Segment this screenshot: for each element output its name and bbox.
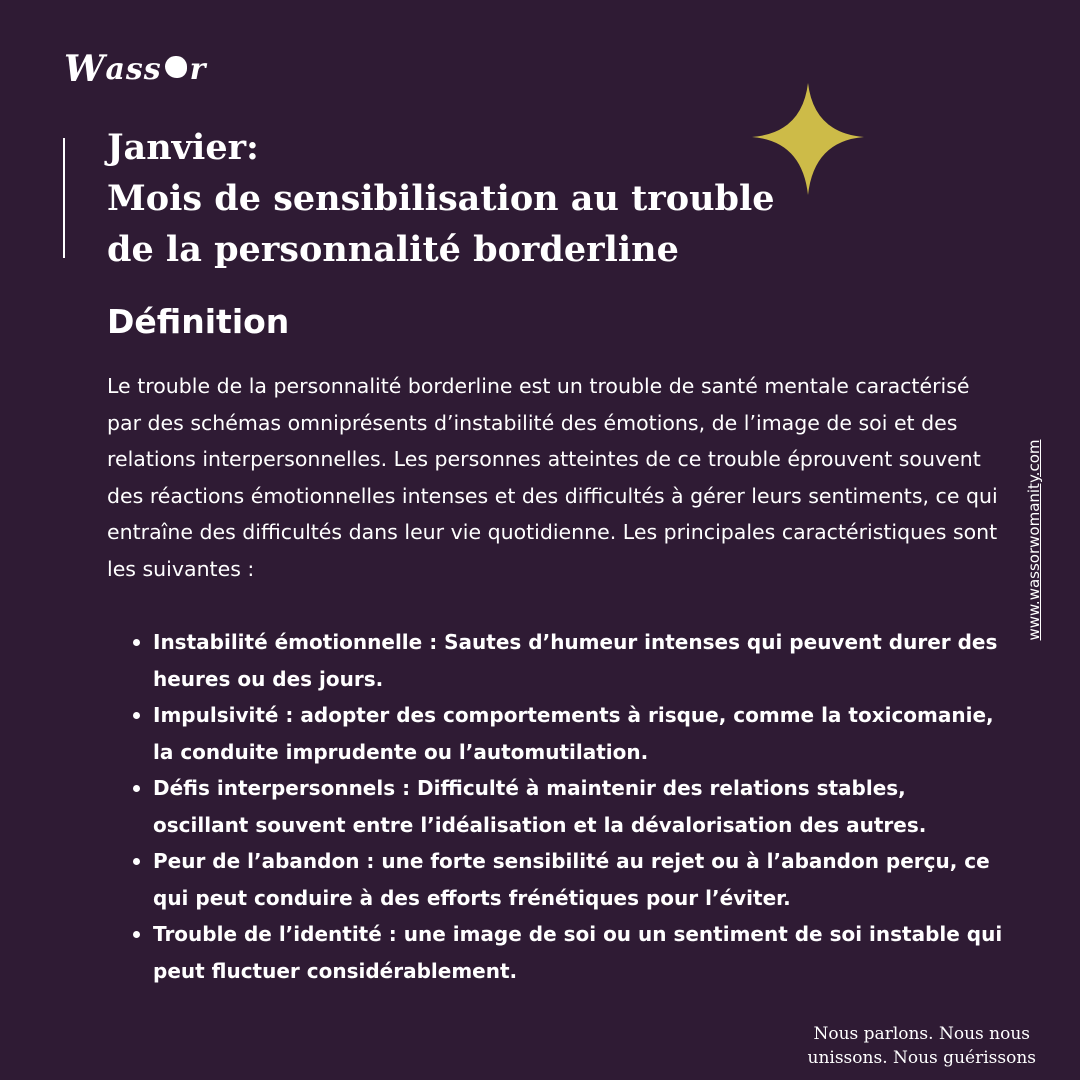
list-item-text: Défis interpersonnels : Difficulté à maintenir des relations stables, oscillant souvent entre l’idéalisation et la dévalorisation des autres. xyxy=(153,776,927,837)
list-item-text: Instabilité émotionnelle : Sautes d’humeur intenses qui peuvent durer des heures ou des jours. xyxy=(153,630,998,691)
definition-heading: Définition xyxy=(107,302,290,341)
list-item xyxy=(107,843,1007,916)
title-line-3: de la personnalité borderline xyxy=(107,229,679,270)
list-item-text: Peur de l’abandon : une forte sensibilité au rejet ou à l’abandon perçu, ce qui peut conduire à des efforts frénétiques pour l’éviter. xyxy=(153,849,990,910)
bullet-dot-icon xyxy=(133,639,140,646)
website-link[interactable]: www.wassorwomanity.com xyxy=(1025,439,1043,641)
list-item xyxy=(107,697,1007,770)
tagline-line-2: unissons. Nous guérissons xyxy=(807,1048,1036,1068)
tagline-line-1: Nous parlons. Nous nous xyxy=(813,1024,1031,1044)
list-item xyxy=(107,916,1007,989)
brand-logo: W ass r xyxy=(64,48,207,90)
bullet-dot-icon xyxy=(133,712,140,719)
title-line-2: Mois de sensibilisation au trouble xyxy=(107,178,775,219)
list-item xyxy=(107,624,1007,697)
bullet-dot-icon xyxy=(133,858,140,865)
logo-head-icon xyxy=(165,56,187,78)
tagline xyxy=(808,1022,1037,1070)
title-accent-line xyxy=(63,138,65,258)
bullet-dot-icon xyxy=(133,931,140,938)
characteristics-list xyxy=(107,624,1007,989)
bullet-dot-icon xyxy=(133,785,140,792)
title-line-1: Janvier: xyxy=(107,127,259,168)
list-item-text: Impulsivité : adopter des comportements à risque, comme la toxicomanie, la conduite imprudente ou l’automutilation. xyxy=(153,703,994,764)
list-item-text: Trouble de l’identité : une image de soi ou un sentiment de soi instable qui peut fluctuer considérablement. xyxy=(153,922,1003,983)
definition-paragraph: Le trouble de la personnalité borderline est un trouble de santé mentale caractérisé par des schémas omniprésents d’instabilité des émotions, de l’image de soi et des relations interpersonnelles. Les personnes atteintes de ce trouble éprouvent souvent des réactions émotionnelles intenses et des difficultés à gérer leurs sentiments, ce qui entraîne des difficultés dans leur vie quotidienne. Les principales caractéristiques sont les suivantes : xyxy=(107,374,998,581)
page-title xyxy=(107,122,807,275)
list-item xyxy=(107,770,1007,843)
